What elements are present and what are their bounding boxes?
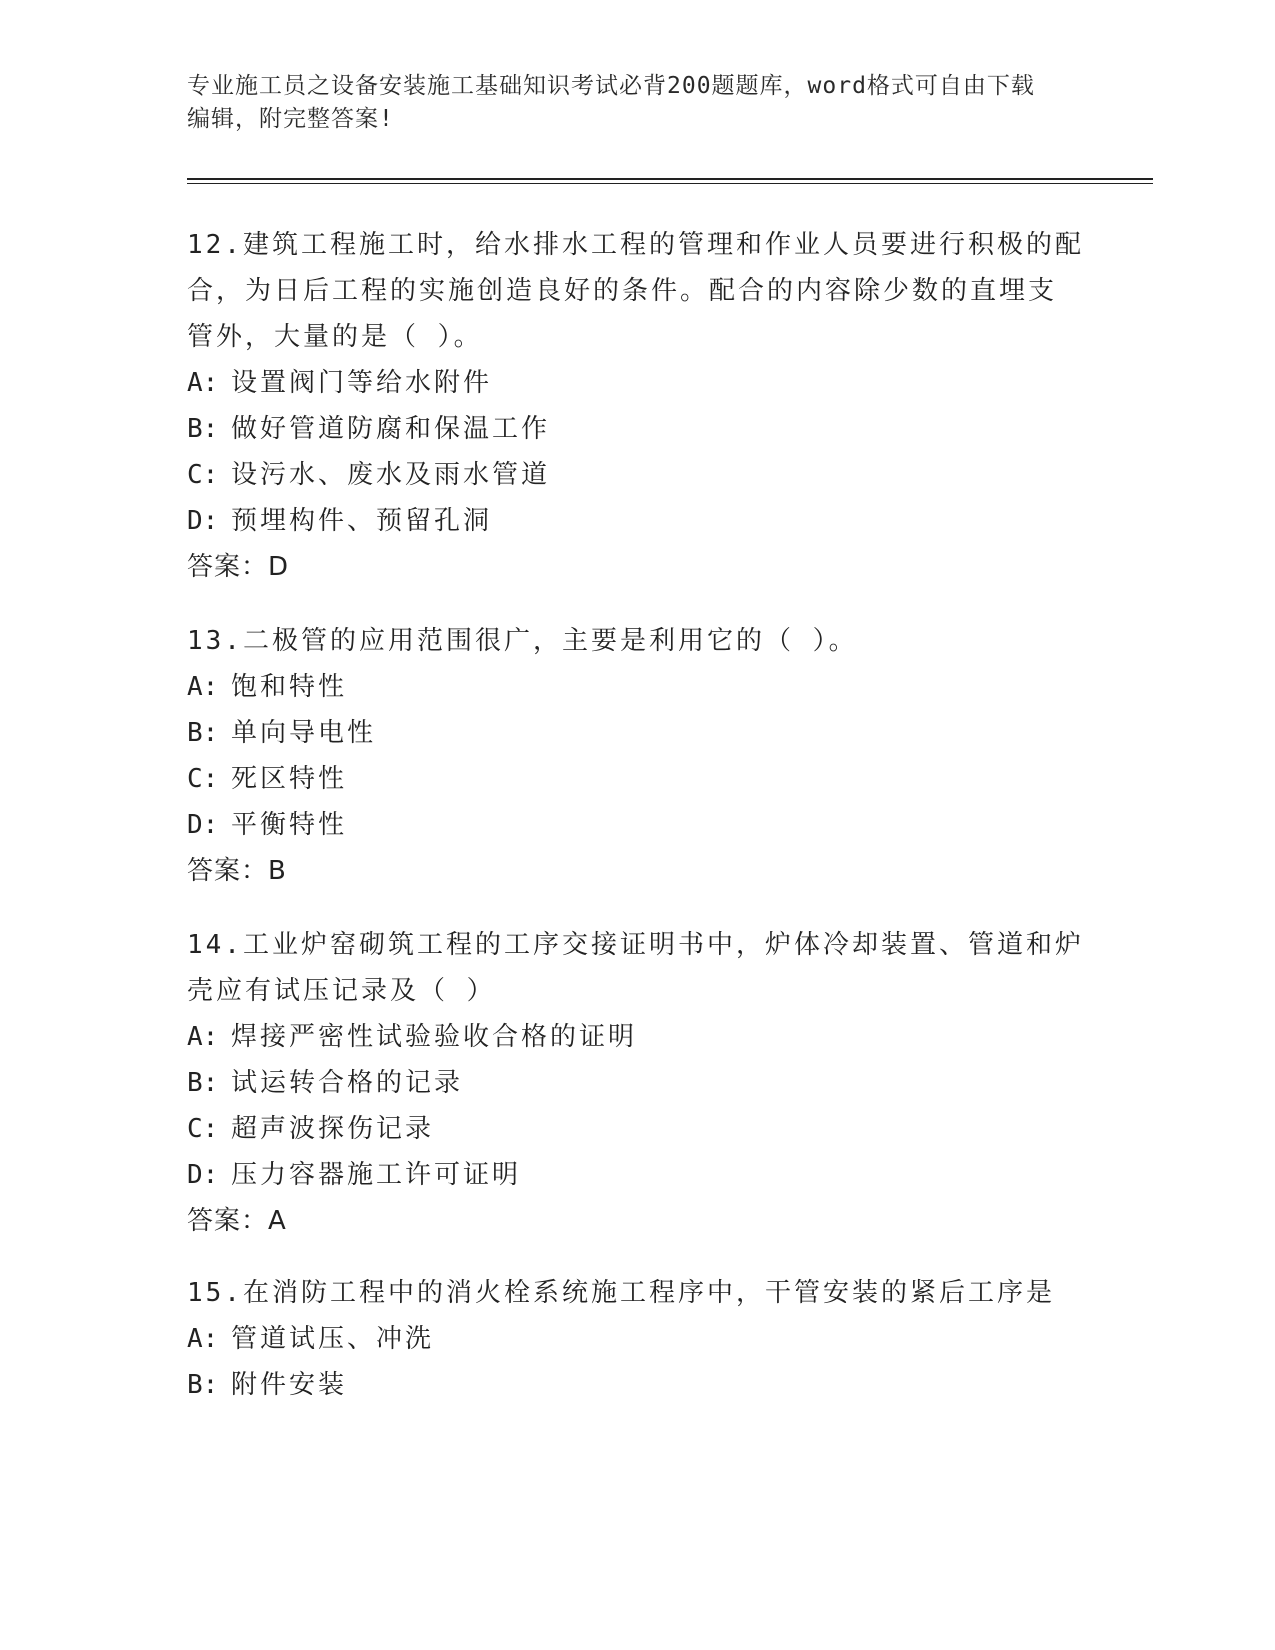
header-line-2: 编辑，附完整答案! xyxy=(187,106,394,132)
question-12 xyxy=(187,222,1087,590)
option-text: 压力容器施工许可证明 xyxy=(231,1160,522,1190)
option-letter: D: xyxy=(187,810,219,840)
option-letter: D: xyxy=(187,506,219,536)
header-divider-thick xyxy=(187,178,1153,180)
option-a xyxy=(187,1316,1087,1362)
question-15 xyxy=(187,1270,1087,1408)
question-stem-line: 12.建筑工程施工时，给水排水工程的管理和作业人员要进行积极的配 xyxy=(187,230,1084,260)
option-letter: B: xyxy=(187,1068,219,1098)
header-divider-thin xyxy=(187,183,1153,184)
option-text: 超声波探伤记录 xyxy=(231,1114,435,1144)
option-c xyxy=(187,452,1087,498)
option-d xyxy=(187,802,1087,848)
option-letter: B: xyxy=(187,1370,219,1400)
option-letter: B: xyxy=(187,414,219,444)
option-letter: A: xyxy=(187,1022,219,1052)
answer-line: 答案：D xyxy=(187,552,290,582)
question-stem-line: 13.二极管的应用范围很广，主要是利用它的（ ）。 xyxy=(187,626,858,656)
option-text: 设置阀门等给水附件 xyxy=(231,368,493,398)
option-letter: A: xyxy=(187,368,219,398)
option-letter: D: xyxy=(187,1160,219,1190)
question-stem-line: 管外，大量的是（ ）。 xyxy=(187,322,483,352)
question-stem-line: 合，为日后工程的实施创造良好的条件。配合的内容除少数的直埋支 xyxy=(187,276,1058,306)
option-c xyxy=(187,1106,1087,1152)
question-13 xyxy=(187,618,1087,894)
option-b xyxy=(187,1060,1087,1106)
option-letter: C: xyxy=(187,764,219,794)
question-stem-line: 14.工业炉窑砌筑工程的工序交接证明书中，炉体冷却装置、管道和炉 xyxy=(187,930,1084,960)
answer-line: 答案：A xyxy=(187,1206,287,1236)
answer-line: 答案：B xyxy=(187,856,287,886)
option-a xyxy=(187,664,1087,710)
option-letter: C: xyxy=(187,1114,219,1144)
option-letter: B: xyxy=(187,718,219,748)
header-line-1: 专业施工员之设备安装施工基础知识考试必背200题题库，word格式可自由下载 xyxy=(187,73,1035,99)
option-c xyxy=(187,756,1087,802)
question-14 xyxy=(187,922,1087,1244)
option-d xyxy=(187,1152,1087,1198)
option-text: 饱和特性 xyxy=(231,672,348,702)
option-text: 做好管道防腐和保温工作 xyxy=(231,414,551,444)
document-header xyxy=(187,70,1067,136)
option-text: 平衡特性 xyxy=(231,810,348,840)
option-b xyxy=(187,710,1087,756)
option-a xyxy=(187,360,1087,406)
option-text: 死区特性 xyxy=(231,764,348,794)
option-text: 管道试压、冲洗 xyxy=(231,1324,435,1354)
option-text: 预埋构件、预留孔洞 xyxy=(231,506,493,536)
option-letter: A: xyxy=(187,1324,219,1354)
option-text: 试运转合格的记录 xyxy=(231,1068,464,1098)
option-letter: A: xyxy=(187,672,219,702)
option-a xyxy=(187,1014,1087,1060)
option-d xyxy=(187,498,1087,544)
option-letter: C: xyxy=(187,460,219,490)
option-b xyxy=(187,406,1087,452)
option-text: 附件安装 xyxy=(231,1370,348,1400)
question-stem-line: 壳应有试压记录及（ ） xyxy=(187,976,496,1006)
option-text: 单向导电性 xyxy=(231,718,377,748)
option-text: 焊接严密性试验验收合格的证明 xyxy=(231,1022,638,1052)
option-b xyxy=(187,1362,1087,1408)
option-text: 设污水、废水及雨水管道 xyxy=(231,460,551,490)
question-stem-line: 15.在消防工程中的消火栓系统施工程序中，干管安装的紧后工序是 xyxy=(187,1278,1055,1308)
